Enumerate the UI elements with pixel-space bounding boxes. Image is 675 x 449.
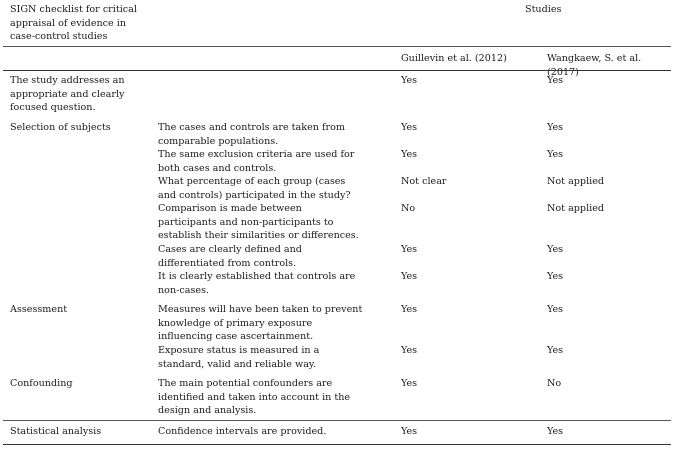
row-criterion: What percentage of each group (cases and controls) participated in the study? [158,176,351,201]
row-criterion: It is clearly established that controls are non-cases. [158,271,356,296]
row-criterion: Cases are clearly defined and differentiated from controls. [158,244,302,269]
row-study-1-value: Yes [401,426,418,437]
row-study-2-value: Not applied [547,176,605,187]
row-criterion: The cases and controls are taken from comparable populations. [158,122,345,147]
row-study-1-value: Yes [401,75,418,86]
row-study-1-value: Yes [401,378,418,389]
row-study-2-value: Yes [547,149,564,160]
row-category: Statistical analysis [10,426,102,437]
row-study-2-value: No [547,378,562,389]
row-study-1-value: Yes [401,149,418,160]
row-criterion: Comparison is made between participants and non-participants to establish their similarities or differences. [158,203,359,242]
row-criterion: Confidence intervals are provided. [158,426,327,437]
row-study-2-value: Yes [547,122,564,133]
row-criterion: The main potential confounders are identified and taken into account in the design and analysis. [158,378,351,417]
row-divider [3,420,671,421]
study-1-header: Guillevin et al. (2012) [401,53,507,64]
study-2-header: Wangkaew, S. et al. (2017) [547,53,642,78]
row-study-2-value: Yes [547,244,564,255]
row-study-2-value: Yes [547,271,564,282]
row-category: The study addresses an appropriate and clearly focused question. [10,75,125,114]
row-category: Confounding [10,378,73,389]
row-study-2-value: Yes [547,75,564,86]
row-study-1-value: No [401,203,416,214]
row-study-1-value: Yes [401,122,418,133]
row-study-2-value: Yes [547,426,564,437]
row-criterion: Measures will have been taken to prevent knowledge of primary exposure influencing case ascertainment. [158,304,363,343]
row-category: Assessment [10,304,68,315]
row-study-2-value: Yes [547,345,564,356]
checklist-title: SIGN checklist for critical appraisal of evidence in case-control studies [10,4,137,43]
row-study-2-value: Yes [547,304,564,315]
row-study-1-value: Not clear [401,176,447,187]
row-category: Selection of subjects [10,122,111,133]
row-study-1-value: Yes [401,345,418,356]
row-study-1-value: Yes [401,244,418,255]
row-criterion: The same exclusion criteria are used for both cases and controls. [158,149,355,174]
row-criterion: Exposure status is measured in a standard, valid and reliable way. [158,345,320,370]
row-study-1-value: Yes [401,271,418,282]
header-divider [3,46,671,47]
row-study-2-value: Not applied [547,203,605,214]
row-study-1-value: Yes [401,304,418,315]
header-bottom-rule [3,70,671,71]
table-bottom-rule [3,444,671,445]
studies-header: Studies [525,4,562,15]
